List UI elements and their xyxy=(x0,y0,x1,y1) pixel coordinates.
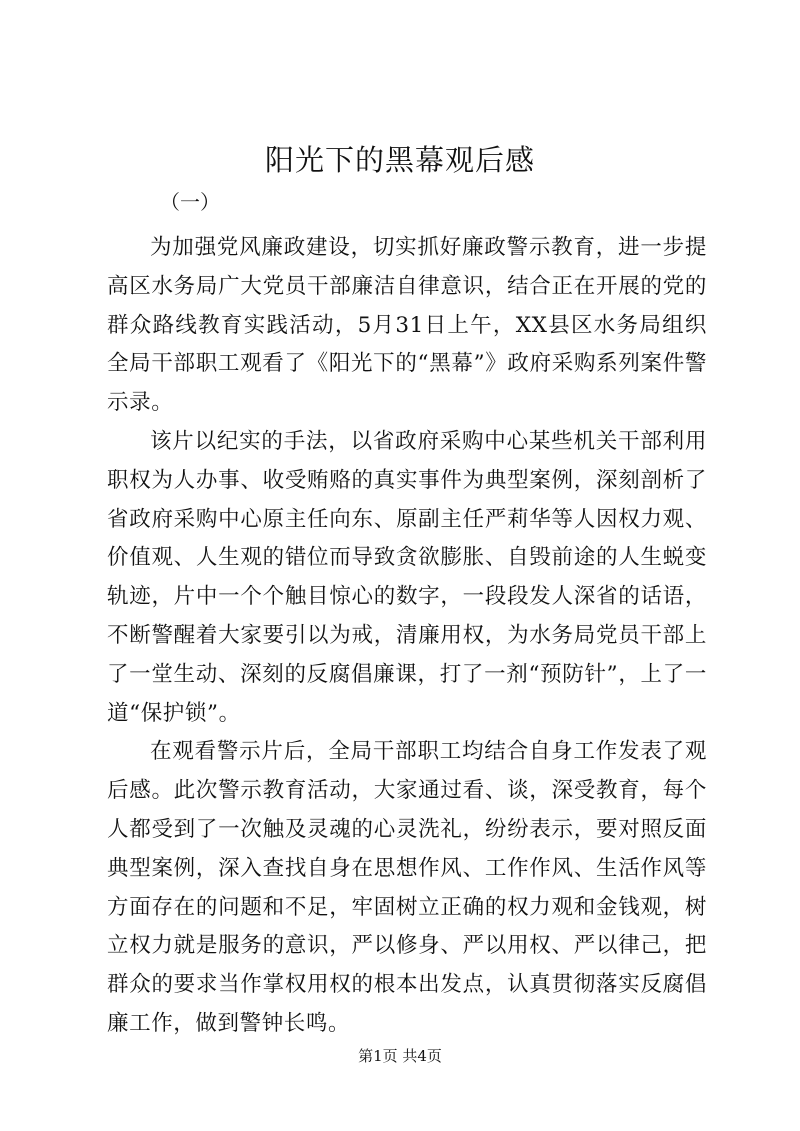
page-number-footer: 第1页 共4页 xyxy=(358,1047,442,1065)
document-title: 阳光下的黑幕观后感 xyxy=(264,143,535,177)
paragraph: 该片以纪实的手法，以省政府采购中心某些机关干部利用职权为人办事、收受贿赂的真实事件为典型案例，深刻剖析了省政府采购中心原主任向东、原副主任严莉华等人因权力观、价值观、人生观的错位而导致贪欲膨胀、自毁前途的人生蜕变轨迹，片中一个个触目惊心的数字，一段段发人深省的话语，不断警醒着大家要引以为戒，清廉用权，为水务局党员干部上了一堂生动、深刻的反腐倡廉课，打了一剂“预防针”，上了一道“保护锁”。 xyxy=(107,428,707,726)
section-label: （一） xyxy=(160,190,220,214)
paragraph: 在观看警示片后，全局干部职工均结合自身工作发表了观后感。此次警示教育活动，大家通过看、谈，深受教育，每个人都受到了一次触及灵魂的心灵洗礼，纷纷表示，要对照反面典型案例，深入查找自身在思想作风、工作作风、生活作风等方面存在的问题和不足，牢固树立正确的权力观和金钱观，树立权力就是服务的意识，严以修身、严以用权、严以律己，把群众的要求当作掌权用权的根本出发点，认真贯彻落实反腐倡廉工作，做到警钟长鸣。 xyxy=(107,739,707,1036)
document-body xyxy=(107,229,707,1044)
paragraph: 为加强党风廉政建设，切实抓好廉政警示教育，进一步提高区水务局广大党员干部廉洁自律意识，结合正在开展的党的群众路线教育实践活动，5月31日上午，XX县区水务局组织全局干部职工观看了《阳光下的“黑幕”》政府采购系列案件警示录。 xyxy=(107,235,707,416)
